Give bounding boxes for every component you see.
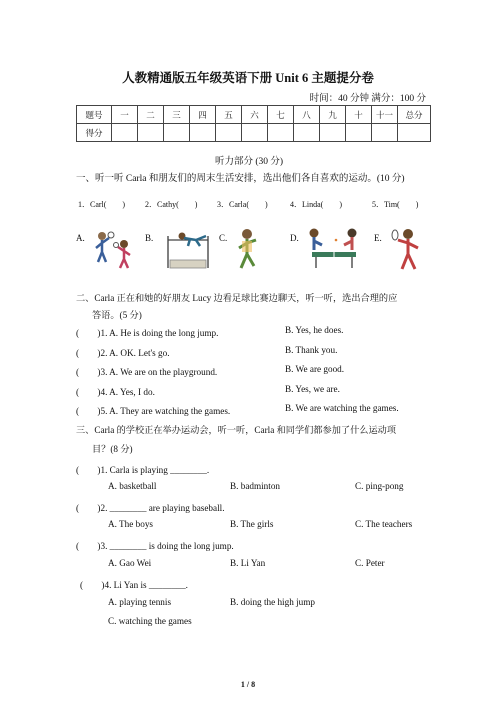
score-input-cell[interactable]: [190, 124, 216, 142]
section2-instruction-line1: 二、Carla 正在和她的好朋友 Lucy 边看足球比赛边聊天，听一听，选出合理的应: [76, 293, 398, 303]
section1-instruction: 一、听一听 Carla 和朋友们的周末生活安排，选出他们各自喜欢的运动。(10 分): [76, 174, 405, 184]
section3-q3-option-a[interactable]: A. Gao Wei: [108, 558, 152, 568]
section2-item-2-a[interactable]: ( )2. A. OK. Let's go.: [76, 348, 170, 358]
section2-item-3-b[interactable]: B. We are good.: [285, 364, 345, 374]
score-table-header-row: [77, 106, 431, 124]
score-cell: 一: [112, 106, 138, 124]
section3-q2-option-a[interactable]: A. The boys: [108, 519, 153, 529]
score-cell: 八: [294, 106, 320, 124]
section3-q2-option-c[interactable]: C. The teachers: [355, 519, 413, 529]
picture-label-a: A.: [76, 233, 85, 243]
section2-instruction-line2: 答语。(5 分): [92, 310, 142, 320]
ping-pong-players-icon: [302, 226, 364, 270]
section1-answer-1[interactable]: 1．Carl( ): [78, 200, 126, 209]
score-input-cell[interactable]: [320, 124, 346, 142]
time-and-score-line: 时间：40 分钟 满分：100 分: [309, 94, 426, 104]
score-input-cell[interactable]: [138, 124, 164, 142]
score-cell: 七: [268, 106, 294, 124]
section3-q4-option-b[interactable]: B. doing the high jump: [230, 597, 315, 607]
section1-answer-5[interactable]: 5．Tim( ): [372, 200, 419, 209]
score-cell: 二: [138, 106, 164, 124]
score-cell: 题号: [77, 106, 112, 124]
section2-item-3-a[interactable]: ( )3. A. We are on the playground.: [76, 367, 218, 377]
score-cell: 五: [216, 106, 242, 124]
score-input-cell[interactable]: [346, 124, 372, 142]
section3-q4-option-a[interactable]: A. playing tennis: [108, 597, 172, 607]
playground-kids-icon: [232, 226, 262, 272]
picture-label-d: D.: [290, 233, 299, 243]
section1-answer-3[interactable]: 3．Carla( ): [217, 200, 268, 209]
section3-q2-option-b[interactable]: B. The girls: [230, 519, 274, 529]
picture-label-c: C.: [219, 233, 228, 243]
score-table-score-row: [77, 124, 431, 142]
score-row-label: 得分: [77, 124, 112, 142]
section3-q1-option-b[interactable]: B. badminton: [230, 481, 281, 491]
section2-item-1-a[interactable]: ( )1. A. He is doing the long jump.: [76, 328, 219, 338]
section3-q3-option-c[interactable]: C. Peter: [355, 558, 385, 568]
section2-item-4-a[interactable]: ( )4. A. Yes, I do.: [76, 387, 155, 397]
score-input-cell[interactable]: [398, 124, 431, 142]
section2-item-4-b[interactable]: B. Yes, we are.: [285, 384, 340, 394]
score-input-cell[interactable]: [164, 124, 190, 142]
section3-q2-stem[interactable]: ( )2. ________ are playing baseball.: [76, 503, 225, 513]
listening-header: 听力部分 (30 分): [215, 157, 284, 167]
score-cell: 九: [320, 106, 346, 124]
section3-q4-stem[interactable]: ( )4. Li Yan is ________.: [80, 580, 188, 590]
score-input-cell[interactable]: [268, 124, 294, 142]
picture-label-b: B.: [145, 233, 154, 243]
section3-instruction-line2: 目？(8 分): [92, 444, 133, 454]
section3-q4-option-c[interactable]: C. watching the games: [108, 616, 192, 626]
section3-q3-stem[interactable]: ( )3. ________ is doing the long jump.: [76, 541, 234, 551]
badminton-players-icon: [92, 228, 136, 270]
section2-item-2-b[interactable]: B. Thank you.: [285, 345, 338, 355]
score-table: [76, 105, 431, 142]
section3-q1-stem[interactable]: ( )1. Carla is playing ________.: [76, 465, 210, 475]
score-cell: 十一: [372, 106, 398, 124]
score-cell: 三: [164, 106, 190, 124]
section3-instruction-line1: 三、Carla 的学校正在举办运动会，听一听，Carla 和同学们都参加了什么运动项: [76, 425, 397, 435]
section2-item-5-b[interactable]: B. We are watching the games.: [285, 403, 399, 413]
long-jump-icon: [160, 226, 216, 270]
score-input-cell[interactable]: [216, 124, 242, 142]
score-input-cell[interactable]: [112, 124, 138, 142]
score-input-cell[interactable]: [242, 124, 268, 142]
tennis-player-icon: [390, 226, 426, 272]
score-cell: 六: [242, 106, 268, 124]
page-number: 1 / 8: [240, 680, 256, 689]
section3-q1-option-c[interactable]: C. ping-pong: [355, 481, 404, 491]
document-title: 人教精通版五年级英语下册 Unit 6 主题提分卷: [122, 71, 374, 85]
section3-q3-option-b[interactable]: B. Li Yan: [230, 558, 266, 568]
score-input-cell[interactable]: [372, 124, 398, 142]
section3-q1-option-a[interactable]: A. basketball: [108, 481, 157, 491]
score-cell: 四: [190, 106, 216, 124]
score-cell: 总分: [398, 106, 431, 124]
section1-answer-2[interactable]: 2．Cathy( ): [145, 200, 198, 209]
section1-answer-4[interactable]: 4．Linda( ): [290, 200, 342, 209]
score-input-cell[interactable]: [294, 124, 320, 142]
section2-item-5-a[interactable]: ( )5. A. They are watching the games.: [76, 406, 231, 416]
score-cell: 十: [346, 106, 372, 124]
picture-label-e: E.: [374, 233, 382, 243]
section2-item-1-b[interactable]: B. Yes, he does.: [285, 325, 344, 335]
